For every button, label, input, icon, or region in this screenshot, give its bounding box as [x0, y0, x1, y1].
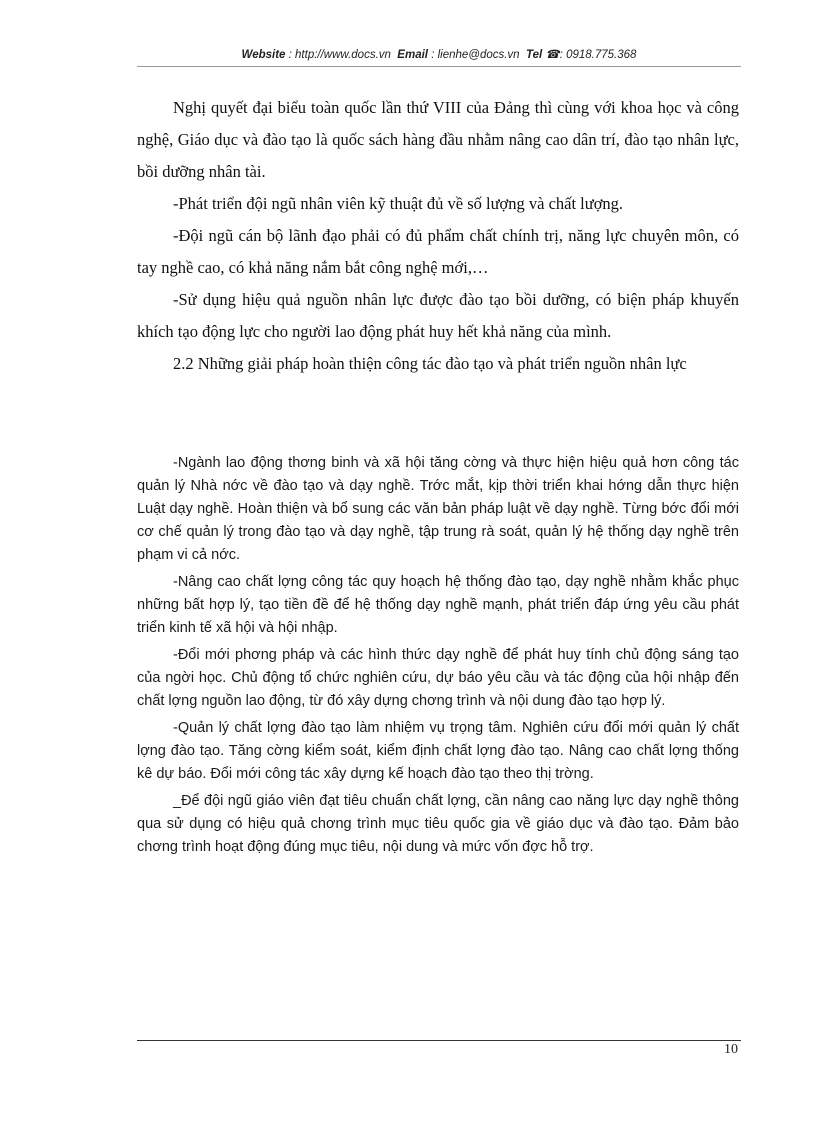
page-header [137, 47, 741, 61]
page-number: 10 [724, 1042, 738, 1057]
document-body-top [137, 92, 739, 380]
website-url[interactable]: : http://www.docs.vn [288, 49, 391, 61]
paragraph: -Phát triển đội ngũ nhân viên kỹ thuật đủ về số lượng và chất lượng. [173, 194, 624, 213]
tel-label: Tel [525, 49, 543, 61]
paragraph: _Để đội ngũ giáo viên đạt tiêu chuẩn chất lợng, cần nâng cao năng lực dạy nghề thông qua sử dụng có hiệu quả chơng trình mục tiêu quốc gia về giáo dục và đào tạo. Đảm bảo chơng trình hoạt động đúng mục tiêu, nội dung và mức vốn đợc hỗ trợ. [137, 793, 739, 855]
header-divider [137, 66, 741, 67]
paragraph: -Đội ngũ cán bộ lãnh đạo phải có đủ phẩm chất chính trị, năng lực chuyên môn, có tay nghề cao, có khả năng nắm bắt công nghệ mới,… [137, 226, 739, 277]
phone-icon: ☎ [545, 49, 560, 61]
footer-divider [137, 1040, 741, 1041]
section-heading: 2.2 Những giải pháp hoàn thiện công tác đào tạo và phát triển nguồn nhân lực [173, 354, 687, 373]
paragraph: -Quản lý chất lợng đào tạo làm nhiệm vụ trọng tâm. Nghiên cứu đổi mới quản lý chất lợng đào tạo. Tăng cờng kiểm soát, kiểm định chất lợng đào tạo. Nâng cao chất lợng thống kê dự báo. Đổi mới công tác xây dựng kế hoạch đào tạo theo thị trờng. [137, 720, 739, 782]
paragraph: Nghị quyết đại biểu toàn quốc lần thứ VIII của Đảng thì cùng với khoa học và công nghệ, Giáo dục và đào tạo là quốc sách hàng đầu nhằm nâng cao dân trí, đào tạo nhân lực, bồi dưỡng nhân tài. [137, 98, 739, 181]
paragraph: -Đổi mới phơng pháp và các hình thức dạy nghề để phát huy tính chủ động sáng tạo của ngời học. Chủ động tổ chức nghiên cứu, dự báo yêu cầu và tác động của hội nhập đến chất lợng nguồn lao động, từ đó xây dựng chơng trình và nội dung đào tạo hợp lý. [137, 647, 739, 709]
paragraph: -Nâng cao chất lợng công tác quy hoạch hệ thống đào tạo, dạy nghề nhằm khắc phục những bất hợp lý, tạo tiền đề để hệ thống dạy nghề mạnh, phát triển đáp ứng yêu cầu phát triển kinh tế xã hội và hội nhập. [137, 574, 739, 636]
email-address[interactable]: : lienhe@docs.vn [431, 49, 520, 61]
paragraph: -Sử dụng hiệu quả nguồn nhân lực được đào tạo bồi dưỡng, có biện pháp khuyến khích tạo động lực cho người lao động phát huy hết khả năng của mình. [137, 290, 739, 341]
email-label: Email [397, 49, 428, 61]
document-body-bottom [137, 452, 739, 863]
website-label: Website [241, 49, 286, 61]
paragraph: -Ngành lao động thơng binh và xã hội tăng cờng và thực hiện hiệu quả hơn công tác quản lý Nhà nớc về đào tạo và dạy nghề. Trớc mắt, kịp thời triển khai hớng dẫn thực hiện Luật dạy nghề. Hoàn thiện và bổ sung các văn bản pháp luật về dạy nghề. Từng bớc đổi mới cơ chế quản lý trong đào tạo và dạy nghề, tập trung rà soát, quản lý hệ thống dạy nghề trên phạm vi cả nớc. [137, 455, 739, 563]
phone-number: : 0918.775.368 [559, 49, 637, 61]
